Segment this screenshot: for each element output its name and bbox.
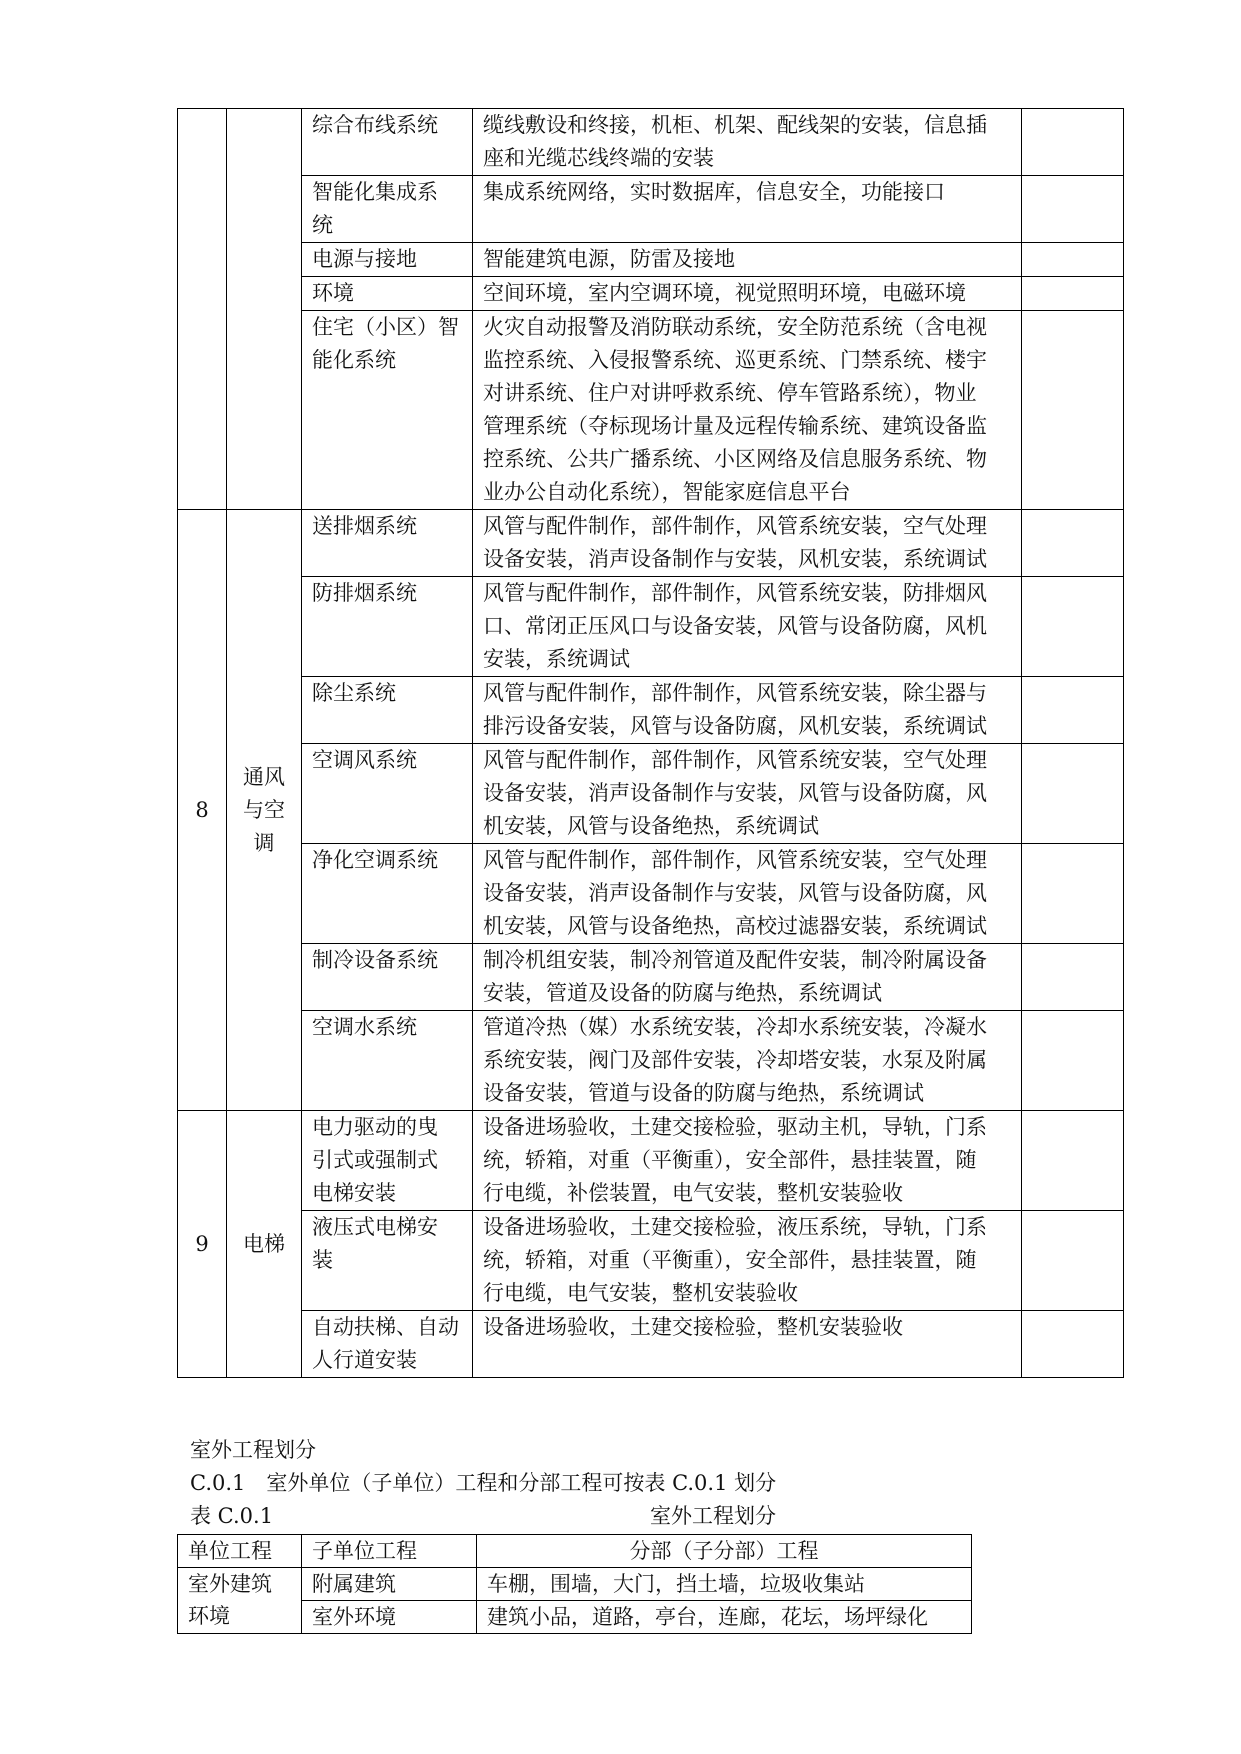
table-row <box>178 1011 1124 1111</box>
subsection-cell: 除尘系统 <box>302 677 473 744</box>
table-row <box>178 1568 972 1601</box>
remarks-cell <box>1022 311 1124 510</box>
remarks-cell <box>1022 1011 1124 1111</box>
subsection-cell: 净化空调系统 <box>302 844 473 944</box>
division-table <box>177 108 1124 1378</box>
division-cell: 车棚，围墙，大门，挡土墙，垃圾收集站 <box>477 1568 972 1601</box>
header-unit: 单位工程 <box>178 1535 302 1568</box>
subsection-cell: 智能化集成系 统 <box>302 176 473 243</box>
table-row <box>178 744 1124 844</box>
table-label: 表 C.0.1 <box>190 1504 274 1528</box>
table-title: 室外工程划分 <box>650 1504 776 1528</box>
table-row <box>178 277 1124 311</box>
subunit-cell: 附属建筑 <box>302 1568 477 1601</box>
table-row <box>178 109 1124 176</box>
subsection-cell: 防排烟系统 <box>302 577 473 677</box>
subunit-cell: 室外环境 <box>302 1601 477 1634</box>
remarks-cell <box>1022 677 1124 744</box>
content-cell: 管道冷热（媒）水系统安装，冷却水系统安装，冷凝水 系统安装，阀门及部件安装，冷却塔安装，水泵及附属 设备安装，管道与设备的防腐与绝热，系统调试 <box>473 1011 1022 1111</box>
division-table-body <box>178 109 1124 1378</box>
remarks-cell <box>1022 1311 1124 1378</box>
content-cell: 风管与配件制作，部件制作，风管系统安装，除尘器与 排污设备安装，风管与设备防腐，风机安装，系统调试 <box>473 677 1022 744</box>
subsection-cell: 送排烟系统 <box>302 510 473 577</box>
unit-cell: 室外建筑 环境 <box>178 1568 302 1634</box>
section-name: 通风 与空 调 <box>227 510 302 1111</box>
content-cell: 风管与配件制作，部件制作，风管系统安装，防排烟风 口、常闭正压风口与设备安装，风管与设备防腐，风机 安装，系统调试 <box>473 577 1022 677</box>
content-cell: 智能建筑电源，防雷及接地 <box>473 243 1022 277</box>
subsection-cell: 住宅（小区）智 能化系统 <box>302 311 473 510</box>
subsection-cell: 综合布线系统 <box>302 109 473 176</box>
subsection-cell: 环境 <box>302 277 473 311</box>
remarks-cell <box>1022 277 1124 311</box>
table-row <box>178 243 1124 277</box>
remarks-cell <box>1022 243 1124 277</box>
table-row <box>178 1211 1124 1311</box>
section-name: 电梯 <box>227 1111 302 1378</box>
content-cell: 风管与配件制作，部件制作，风管系统安装，空气处理 设备安装，消声设备制作与安装，风管与设备防腐，风 机安装，风管与设备绝热，系统调试 <box>473 744 1022 844</box>
section-number: 9 <box>178 1111 227 1378</box>
content-cell: 制冷机组安装，制冷剂管道及配件安装，制冷附属设备 安装，管道及设备的防腐与绝热，系统调试 <box>473 944 1022 1011</box>
content-cell: 风管与配件制作，部件制作，风管系统安装，空气处理 设备安装，消声设备制作与安装，风管与设备防腐，风 机安装，风管与设备绝热，高校过滤器安装，系统调试 <box>473 844 1022 944</box>
table-row <box>178 944 1124 1011</box>
outdoor-works-table <box>177 1534 972 1634</box>
content-cell: 火灾自动报警及消防联动系统，安全防范系统（含电视 监控系统、入侵报警系统、巡更系统、门禁系统、楼宇 对讲系统、住户对讲呼救系统、停车管路系统），物业 管理系统（夺标现场计量及远程传输系统、建筑设备监 控系统、公共广播系统、小区网络及信息服务系统、物 业办公自动化系统），智能家庭信息平台 <box>473 311 1022 510</box>
section-name <box>227 109 302 510</box>
subsection-cell: 空调水系统 <box>302 1011 473 1111</box>
table-row <box>178 677 1124 744</box>
subsection-cell: 电源与接地 <box>302 243 473 277</box>
content-cell: 风管与配件制作，部件制作，风管系统安装，空气处理 设备安装，消声设备制作与安装，风机安装，系统调试 <box>473 510 1022 577</box>
remarks-cell <box>1022 109 1124 176</box>
remarks-cell <box>1022 577 1124 677</box>
remarks-cell <box>1022 944 1124 1011</box>
table-row <box>178 577 1124 677</box>
division-cell: 建筑小品，道路，亭台，连廊，花坛，场坪绿化 <box>477 1601 972 1634</box>
remarks-cell <box>1022 744 1124 844</box>
subsection-cell: 空调风系统 <box>302 744 473 844</box>
table-row <box>178 311 1124 510</box>
content-cell: 设备进场验收，土建交接检验，整机安装验收 <box>473 1311 1022 1378</box>
table-row <box>178 1311 1124 1378</box>
section-number <box>178 109 227 510</box>
header-division: 分部（子分部）工程 <box>477 1535 972 1568</box>
table-row <box>178 510 1124 577</box>
content-cell: 设备进场验收，土建交接检验，液压系统，导轨，门系 统，轿箱，对重（平衡重），安全部件，悬挂装置，随 行电缆，电气安装，整机安装验收 <box>473 1211 1022 1311</box>
remarks-cell <box>1022 1211 1124 1311</box>
subsection-cell: 自动扶梯、自动 人行道安装 <box>302 1311 473 1378</box>
remarks-cell <box>1022 510 1124 577</box>
subsection-cell: 液压式电梯安 装 <box>302 1211 473 1311</box>
table-row <box>178 844 1124 944</box>
table-header-row <box>178 1535 972 1568</box>
content-cell: 设备进场验收，土建交接检验，驱动主机，导轨，门系 统，轿箱，对重（平衡重），安全部件，悬挂装置，随 行电缆，补偿装置，电气安装，整机安装验收 <box>473 1111 1022 1211</box>
clause-text: C.0.1 室外单位（子单位）工程和分部工程可按表 C.0.1 划分 <box>190 1471 777 1495</box>
table-row <box>178 176 1124 243</box>
subsection-cell: 制冷设备系统 <box>302 944 473 1011</box>
header-subunit: 子单位工程 <box>302 1535 477 1568</box>
content-cell: 空间环境，室内空调环境，视觉照明环境，电磁环境 <box>473 277 1022 311</box>
content-cell: 缆线敷设和终接，机柜、机架、配线架的安装，信息插 座和光缆芯线终端的安装 <box>473 109 1022 176</box>
subsection-cell: 电力驱动的曳 引式或强制式 电梯安装 <box>302 1111 473 1211</box>
section-title: 室外工程划分 <box>190 1438 316 1462</box>
remarks-cell <box>1022 844 1124 944</box>
content-cell: 集成系统网络，实时数据库，信息安全，功能接口 <box>473 176 1022 243</box>
remarks-cell <box>1022 1111 1124 1211</box>
remarks-cell <box>1022 176 1124 243</box>
table-row <box>178 1111 1124 1211</box>
section-number: 8 <box>178 510 227 1111</box>
